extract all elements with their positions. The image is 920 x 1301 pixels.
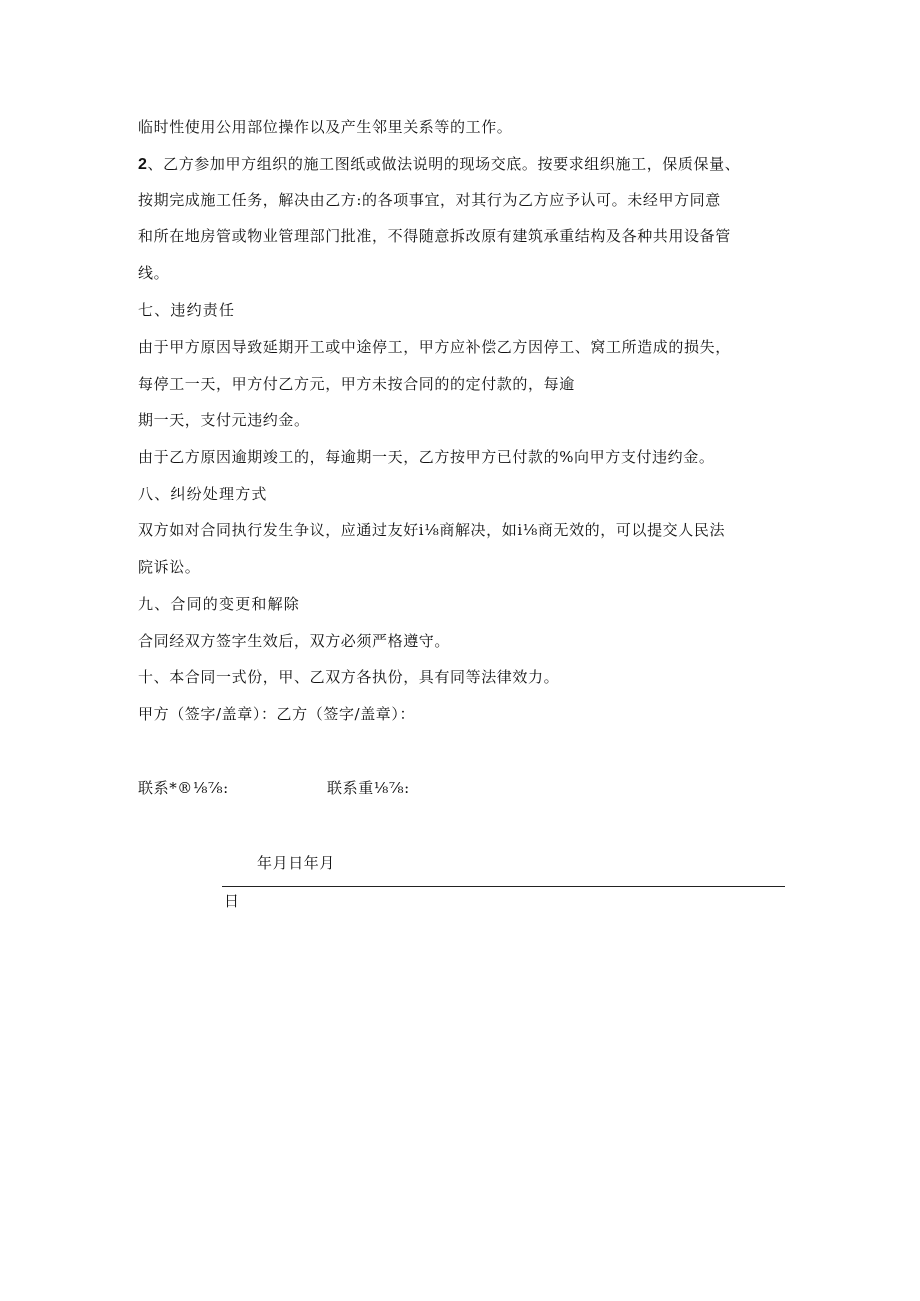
paragraph-line-9: 期一天，支付元违约金。: [138, 411, 310, 429]
contact-left: 联系*®⅛⅞:: [138, 779, 229, 797]
paragraph-line-4: 和所在地房管或物业管理部门批准，不得随意拆改原有建筑承重结构及各种共用设备管: [138, 227, 731, 245]
signature-rule: [222, 886, 785, 887]
paragraph-line-10: 由于乙方原因逾期竣工的，每逾期一天，乙方按甲方已付款的%向甲方支付违约金。: [138, 448, 715, 466]
date-tail: 日: [224, 892, 240, 910]
paragraph-line-8: 每停工一天，甲方付乙方元，甲方未按合同的的定付款的，每逾: [138, 375, 575, 393]
section-heading-change: 九、合同的变更和解除: [138, 595, 301, 613]
contact-right: 联系重⅛⅞:: [327, 779, 410, 797]
date-line: 年月日年月: [257, 854, 336, 872]
paragraph-line-3: 按期完成施工任务，解决由乙方:的各项事宜，对其行为乙方应予认可。未经甲方同意: [138, 191, 721, 209]
paragraph-line-2: [138, 154, 740, 175]
signature-line: 甲方（签字/盖章）：乙方（签字/盖章）：: [138, 705, 416, 723]
paragraph-line-16: 十、本合同一式份，甲、乙双方各执份，具有同等法律效力。: [138, 668, 560, 686]
section-heading-breach: 七、违约责任: [138, 301, 236, 319]
paragraph-line-15: 合同经双方签字生效后，双方必须严格遵守。: [138, 632, 451, 650]
paragraph-line-5: 线。: [138, 264, 170, 282]
paragraph-line-12: 双方如对合同执行发生争议，应通过友好i⅛商解决，如i⅛商无效的，可以提交人民法: [138, 521, 726, 539]
item-number: 2: [138, 156, 148, 173]
paragraph-line-1: 临时性使用公用部位操作以及产生邻里关系等的工作。: [138, 118, 513, 136]
paragraph-line-7: 由于甲方原因导致延期开工或中途停工，甲方应补偿乙方因停工、窝工所造成的损失，: [138, 338, 731, 356]
paragraph-line-2-text: 、乙方参加甲方组织的施工图纸或做法说明的现场交底。按要求组织施工，保质保量、: [147, 155, 741, 173]
section-heading-dispute: 八、纠纷处理方式: [138, 485, 268, 503]
paragraph-line-13: 院诉讼。: [138, 558, 201, 576]
